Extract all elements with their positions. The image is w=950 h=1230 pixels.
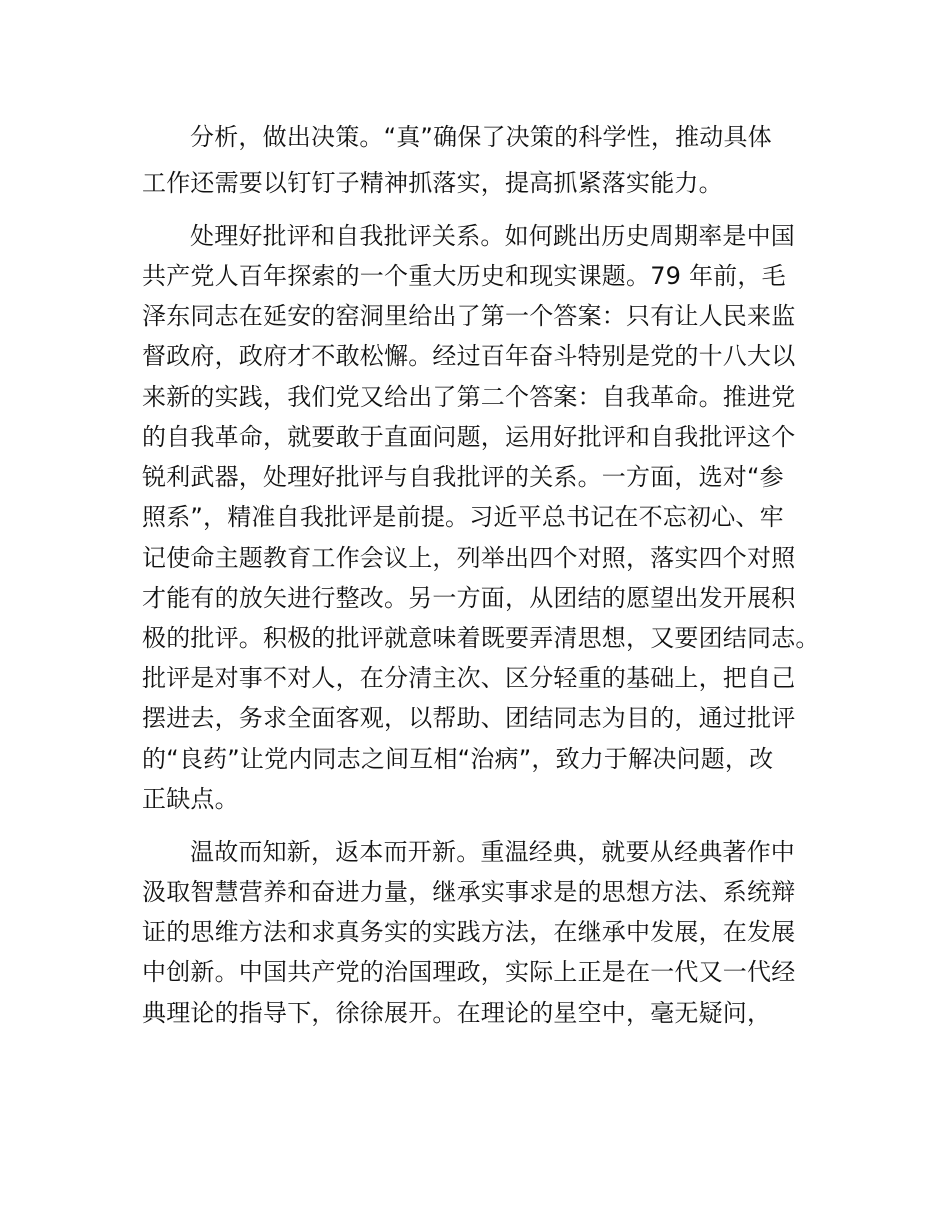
- text-line: 才能有的放矢进行整改。另一方面，从团结的愿望出发开展积: [142, 584, 796, 612]
- text-line: 记使命主题教育工作会议上，列举出四个对照，落实四个对照: [142, 544, 796, 572]
- text-line: 泽东同志在延安的窑洞里给出了第一个答案：只有让人民来监: [142, 302, 796, 330]
- text-line: 锐利武器，处理好批评与自我批评的关系。一方面，选对“参: [142, 463, 784, 491]
- text-line: 的“良药”让党内同志之间互相“治病”，致力于解决问题，改: [142, 745, 774, 773]
- text-line: 处理好批评和自我批评关系。如何跳出历史周期率是中国: [190, 222, 795, 250]
- text-line: 证的思维方法和求真务实的实践方法，在继承中发展，在发展: [142, 918, 796, 946]
- text-line: 典理论的指导下，徐徐展开。在理论的星空中，毫无疑问，: [142, 999, 772, 1027]
- text-line: 极的批评。积极的批评就意味着既要弄清思想，又要团结同志。: [142, 624, 820, 652]
- text-line: 摆进去，务求全面客观，以帮助、团结同志为目的，通过批评: [142, 704, 796, 732]
- text-line: 的自我革命，就要敢于直面问题，运用好批评和自我批评这个: [142, 423, 796, 451]
- text-line: 批评是对事不对人，在分清主次、区分轻重的基础上，把自己: [142, 664, 796, 692]
- text-line: 温故而知新，返本而开新。重温经典，就要从经典著作中: [190, 838, 795, 866]
- text-line: 来新的实践，我们党又给出了第二个答案：自我革命。推进党: [142, 383, 796, 411]
- text-line: 正缺点。: [142, 785, 239, 813]
- text-line: 共产党人百年探索的一个重大历史和现实课题。79 年前，毛: [142, 262, 786, 290]
- text-line: 照系”，精准自我批评是前提。习近平总书记在不忘初心、牢: [142, 503, 784, 531]
- text-line: 汲取智慧营养和奋进力量，继承实事求是的思想方法、系统辩: [142, 878, 796, 906]
- text-line: 督政府，政府才不敢松懈。经过百年奋斗特别是党的十八大以: [142, 342, 796, 370]
- text-line: 中创新。中国共产党的治国理政，实际上正是在一代又一代经: [142, 958, 796, 986]
- text-line: 分析，做出决策。“真”确保了决策的科学性，推动具体: [190, 123, 772, 151]
- text-line: 工作还需要以钉钉子精神抓落实，提高抓紧落实能力。: [142, 169, 723, 197]
